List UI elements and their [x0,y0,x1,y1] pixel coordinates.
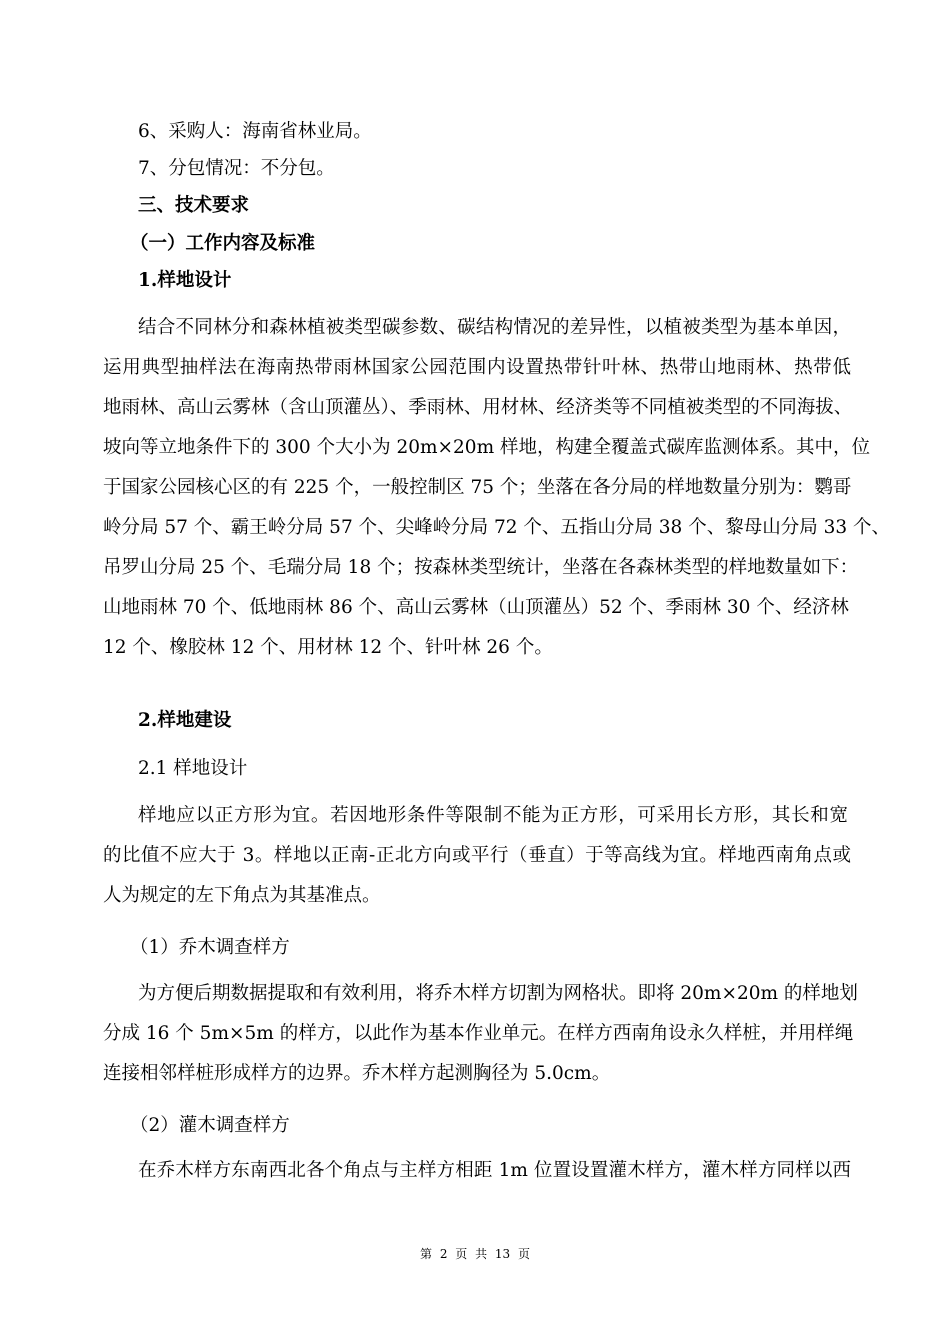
section-heading-tech-requirements: 三、技术要求 [138,195,250,216]
subheading-tree-plot: （1）乔木调查样方 [130,937,290,958]
paragraph-line: 运用典型抽样法在海南热带雨林国家公园范围内设置热带针叶林、热带山地雨林、热带低 [103,357,851,378]
paragraph-line: 样地应以正方形为宜。若因地形条件等限制不能为正方形，可采用长方形，其长和宽 [138,805,848,826]
subheading-2-1-plot-design: 2.1 样地设计 [138,758,248,779]
paragraph-line: 岭分局 57 个、霸王岭分局 57 个、尖峰岭分局 72 个、五指山分局 38 个、黎母山分局 33 个、 [103,517,891,538]
heading-plot-design: 1.样地设计 [138,270,232,291]
item-purchaser: 6、采购人：海南省林业局。 [138,121,372,142]
subsection-heading-work-content: （一）工作内容及标准 [130,233,316,254]
item-package: 7、分包情况：不分包。 [138,158,335,179]
paragraph-line-last: 12 个、橡胶林 12 个、用材林 12 个、针叶林 26 个。 [103,637,553,658]
paragraph-line: 于国家公园核心区的有 225 个，一般控制区 75 个；坐落在各分局的样地数量分别为：鹦哥 [103,477,852,498]
heading-plot-construction: 2.样地建设 [138,710,232,731]
paragraph-line: 山地雨林 70 个、低地雨林 86 个、高山云雾林（山顶灌丛）52 个、季雨林 30 个、经济林 [103,597,849,618]
paragraph-line: 吊罗山分局 25 个、毛瑞分局 18 个；按森林类型统计，坐落在各森林类型的样地数量如下： [103,557,859,578]
paragraph-line: 结合不同林分和森林植被类型碳参数、碳结构情况的差异性，以植被类型为基本单因， [138,317,851,338]
paragraph-line: 为方便后期数据提取和有效利用，将乔木样方切割为网格状。即将 20m×20m 的样地划 [138,983,858,1004]
paragraph-line: 坡向等立地条件下的 300 个大小为 20m×20m 样地，构建全覆盖式碳库监测体系。其中，位 [103,437,871,458]
paragraph-line-last: 连接相邻样桩形成样方的边界。乔木样方起测胸径为 5.0cm。 [103,1063,611,1084]
paragraph-line: 的比值不应大于 3。样地以正南-正北方向或平行（垂直）于等高线为宜。样地西南角点或 [103,845,851,866]
page-footer: 第 2 页 共 13 页 [420,1247,530,1261]
paragraph-line: 在乔木样方东南西北各个角点与主样方相距 1m 位置设置灌木样方，灌木样方同样以西 [138,1160,851,1181]
paragraph-line: 分成 16 个 5m×5m 的样方，以此作为基本作业单元。在样方西南角设永久样桩，并用样绳 [103,1023,854,1044]
subheading-shrub-plot: （2）灌木调查样方 [130,1115,290,1136]
paragraph-line-last: 人为规定的左下角点为其基准点。 [103,885,381,906]
paragraph-line: 地雨林、高山云雾林（含山顶灌丛）、季雨林、用材林、经济类等不同植被类型的不同海拔、 [103,397,853,418]
